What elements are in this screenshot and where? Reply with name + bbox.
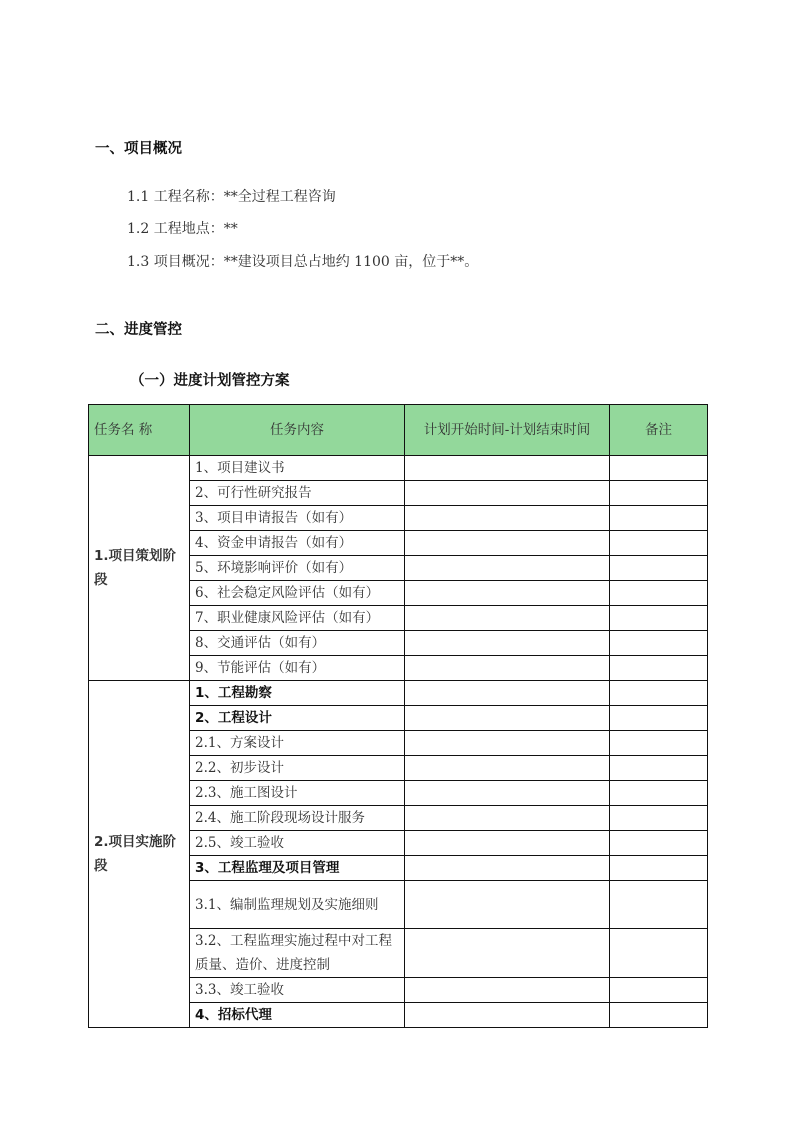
- task-cell: 2.4、施工阶段现场设计服务: [190, 806, 405, 831]
- plan-time-cell[interactable]: [405, 856, 610, 881]
- remarks-cell[interactable]: [610, 781, 708, 806]
- plan-time-cell[interactable]: [405, 631, 610, 656]
- remarks-cell[interactable]: [610, 456, 708, 481]
- plan-time-cell[interactable]: [405, 506, 610, 531]
- header-plan-time: 计划开始时间-计划结束时间: [405, 405, 610, 456]
- plan-time-cell[interactable]: [405, 556, 610, 581]
- remarks-cell[interactable]: [610, 506, 708, 531]
- project-name-line: 1.1 工程名称：**全过程工程咨询: [127, 189, 336, 205]
- plan-time-cell[interactable]: [405, 731, 610, 756]
- task-cell: 2.2、初步设计: [190, 756, 405, 781]
- plan-time-cell[interactable]: [405, 456, 610, 481]
- subsection-heading-plan: （一）进度计划管控方案: [130, 373, 290, 389]
- task-cell: 6、社会稳定风险评估（如有）: [190, 581, 405, 606]
- schedule-plan-table: [88, 404, 708, 1028]
- task-cell: 3、工程监理及项目管理: [190, 856, 405, 881]
- remarks-cell[interactable]: [610, 856, 708, 881]
- plan-time-cell[interactable]: [405, 656, 610, 681]
- task-cell: 1、工程勘察: [190, 681, 405, 706]
- task-cell: 4、招标代理: [190, 1003, 405, 1028]
- remarks-cell[interactable]: [610, 881, 708, 929]
- remarks-cell[interactable]: [610, 756, 708, 781]
- remarks-cell[interactable]: [610, 606, 708, 631]
- section-heading-overview: 一、项目概况: [95, 141, 182, 157]
- remarks-cell[interactable]: [610, 978, 708, 1003]
- task-cell: 1、项目建议书: [190, 456, 405, 481]
- stage-cell-implementation: 2.项目实施阶段: [89, 681, 190, 1028]
- plan-time-cell[interactable]: [405, 1003, 610, 1028]
- plan-time-cell[interactable]: [405, 581, 610, 606]
- remarks-cell[interactable]: [610, 531, 708, 556]
- task-cell: 3、项目申请报告（如有）: [190, 506, 405, 531]
- plan-time-cell[interactable]: [405, 756, 610, 781]
- remarks-cell[interactable]: [610, 656, 708, 681]
- remarks-cell[interactable]: [610, 481, 708, 506]
- remarks-cell[interactable]: [610, 706, 708, 731]
- task-cell: 5、环境影响评价（如有）: [190, 556, 405, 581]
- plan-time-cell[interactable]: [405, 531, 610, 556]
- plan-time-cell[interactable]: [405, 831, 610, 856]
- task-cell: 7、职业健康风险评估（如有）: [190, 606, 405, 631]
- task-cell: 3.2、工程监理实施过程中对工程质量、造价、进度控制: [190, 929, 405, 978]
- task-cell: 2、可行性研究报告: [190, 481, 405, 506]
- table-row: [89, 681, 708, 706]
- plan-time-cell[interactable]: [405, 881, 610, 929]
- remarks-cell[interactable]: [610, 731, 708, 756]
- plan-time-cell[interactable]: [405, 806, 610, 831]
- remarks-cell[interactable]: [610, 929, 708, 978]
- task-cell: 4、资金申请报告（如有）: [190, 531, 405, 556]
- remarks-cell[interactable]: [610, 831, 708, 856]
- task-cell: 2.3、施工图设计: [190, 781, 405, 806]
- header-remarks: 备注: [610, 405, 708, 456]
- project-location-line: 1.2 工程地点：**: [127, 221, 238, 237]
- table-row: [89, 456, 708, 481]
- remarks-cell[interactable]: [610, 631, 708, 656]
- stage-cell-planning: 1.项目策划阶段: [89, 456, 190, 681]
- task-cell: 8、交通评估（如有）: [190, 631, 405, 656]
- remarks-cell[interactable]: [610, 806, 708, 831]
- project-summary-line: 1.3 项目概况：**建设项目总占地约 1100 亩，位于**。: [127, 254, 479, 270]
- remarks-cell[interactable]: [610, 1003, 708, 1028]
- header-task-content: 任务内容: [190, 405, 405, 456]
- task-cell: 3.1、编制监理规划及实施细则: [190, 881, 405, 929]
- plan-time-cell[interactable]: [405, 606, 610, 631]
- task-cell: 2、工程设计: [190, 706, 405, 731]
- section-heading-schedule: 二、进度管控: [95, 322, 182, 338]
- plan-time-cell[interactable]: [405, 978, 610, 1003]
- task-cell: 9、节能评估（如有）: [190, 656, 405, 681]
- task-cell: 3.3、竣工验收: [190, 978, 405, 1003]
- task-cell: 2.1、方案设计: [190, 731, 405, 756]
- task-cell: 2.5、竣工验收: [190, 831, 405, 856]
- remarks-cell[interactable]: [610, 581, 708, 606]
- plan-time-cell[interactable]: [405, 781, 610, 806]
- plan-time-cell[interactable]: [405, 929, 610, 978]
- remarks-cell[interactable]: [610, 556, 708, 581]
- header-task-name: 任务名 称: [89, 405, 190, 456]
- plan-time-cell[interactable]: [405, 681, 610, 706]
- plan-time-cell[interactable]: [405, 481, 610, 506]
- plan-time-cell[interactable]: [405, 706, 610, 731]
- remarks-cell[interactable]: [610, 681, 708, 706]
- table-header-row: [89, 405, 708, 456]
